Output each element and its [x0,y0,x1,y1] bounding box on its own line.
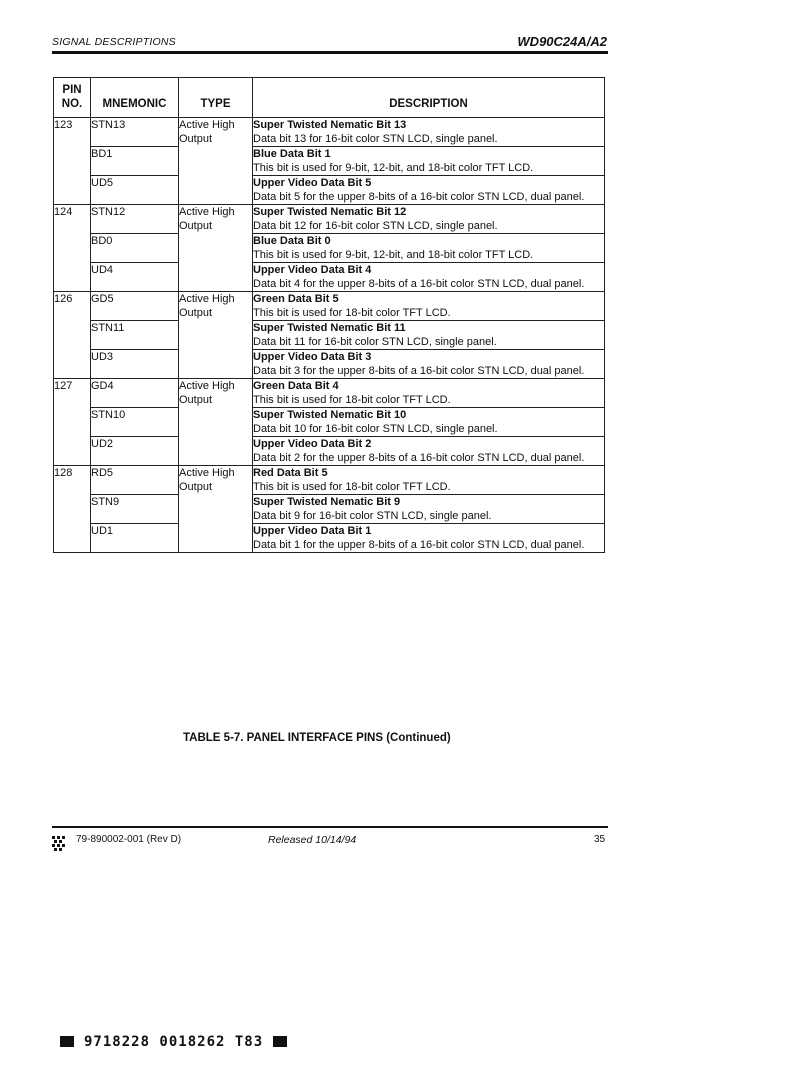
description [253,147,605,176]
table-row [54,234,605,263]
mnemonic: BD1 [91,147,179,176]
pin-type-line: Active High [179,119,235,131]
mnemonic: UD1 [91,524,179,553]
description-title: Super Twisted Nematic Bit 12 [253,206,407,218]
description [253,292,605,321]
description-text: Data bit 4 for the upper 8-bits of a 16-bit color STN LCD, dual panel. [253,278,585,290]
mnemonic: STN13 [91,118,179,147]
panel-interface-pins-table [53,77,605,553]
solid-block-icon [60,1036,74,1047]
description-title: Upper Video Data Bit 4 [253,264,372,276]
description-text: This bit is used for 18-bit color TFT LCD. [253,394,451,406]
pin-number: 126 [54,292,91,379]
table-row [54,379,605,408]
column-header-pin-line1: PIN [62,84,82,96]
pin-type [179,466,253,553]
mnemonic: UD5 [91,176,179,205]
footer-doc-number: 79-890002-001 (Rev D) [76,834,182,845]
description-text: This bit is used for 9-bit, 12-bit, and 18-bit color TFT LCD. [253,249,534,261]
column-header-mnemonic: MNEMONIC [91,78,179,118]
description [253,321,605,350]
description [253,118,605,147]
pin-type-line: Output [179,307,213,319]
table-row [54,437,605,466]
table-row [54,350,605,379]
footer-page-number: 35 [594,834,606,845]
barcode-line [60,1034,287,1050]
pin-type [179,379,253,466]
header-section-title: SIGNAL DESCRIPTIONS [52,36,176,48]
solid-block-icon [273,1036,287,1047]
description [253,495,605,524]
table-row [54,205,605,234]
mnemonic: GD5 [91,292,179,321]
pin-number: 127 [54,379,91,466]
description-text: This bit is used for 9-bit, 12-bit, and 18-bit color TFT LCD. [253,162,534,174]
description-title: Upper Video Data Bit 5 [253,177,372,189]
description [253,205,605,234]
table-row [54,118,605,147]
pin-type [179,292,253,379]
mnemonic: BD0 [91,234,179,263]
wd-logo-icon [52,834,66,854]
pin-number: 123 [54,118,91,205]
description [253,408,605,437]
description-text: Data bit 11 for 16-bit color STN LCD, single panel. [253,336,497,348]
table-row [54,147,605,176]
mnemonic: UD2 [91,437,179,466]
pin-type-line: Active High [179,206,235,218]
pin-number: 124 [54,205,91,292]
table-row [54,466,605,495]
column-header-type: TYPE [179,78,253,118]
pin-type-line: Active High [179,380,235,392]
mnemonic: STN9 [91,495,179,524]
header-rule [52,51,608,54]
pin-type-line: Active High [179,467,235,479]
pin-type-line: Active High [179,293,235,305]
description-title: Upper Video Data Bit 2 [253,438,372,450]
mnemonic: UD4 [91,263,179,292]
description-text: This bit is used for 18-bit color TFT LCD. [253,481,451,493]
mnemonic: STN10 [91,408,179,437]
footer-release-date: Released 10/14/94 [268,834,357,846]
barcode-text: 9718228 0018262 T83 [84,1034,264,1050]
description-text: Data bit 9 for 16-bit color STN LCD, single panel. [253,510,492,522]
table-caption: TABLE 5-7. PANEL INTERFACE PINS (Continued) [183,732,451,744]
table-body [54,118,605,553]
description-text: Data bit 13 for 16-bit color STN LCD, single panel. [253,133,498,145]
description-title: Upper Video Data Bit 3 [253,351,372,363]
description-title: Super Twisted Nematic Bit 9 [253,496,401,508]
description [253,234,605,263]
description-title: Upper Video Data Bit 1 [253,525,372,537]
column-header-description: DESCRIPTION [253,78,605,118]
description-text: Data bit 10 for 16-bit color STN LCD, single panel. [253,423,498,435]
mnemonic: RD5 [91,466,179,495]
mnemonic: UD3 [91,350,179,379]
description [253,524,605,553]
description-text: This bit is used for 18-bit color TFT LCD. [253,307,451,319]
pin-type-line: Output [179,133,213,145]
description [253,263,605,292]
description [253,176,605,205]
table-row [54,524,605,553]
description-text: Data bit 1 for the upper 8-bits of a 16-bit color STN LCD, dual panel. [253,539,585,551]
pin-number: 128 [54,466,91,553]
pin-type-line: Output [179,220,213,232]
mnemonic: STN11 [91,321,179,350]
description [253,379,605,408]
description-title: Blue Data Bit 0 [253,235,331,247]
mnemonic: STN12 [91,205,179,234]
description-text: Data bit 5 for the upper 8-bits of a 16-bit color STN LCD, dual panel. [253,191,585,203]
description-title: Green Data Bit 4 [253,380,339,392]
table-row [54,292,605,321]
pin-type [179,118,253,205]
column-header-pin [54,78,91,118]
pin-type-line: Output [179,394,213,406]
column-header-pin-line2: NO. [61,98,83,110]
description-title: Super Twisted Nematic Bit 11 [253,322,406,334]
description-title: Blue Data Bit 1 [253,148,331,160]
description [253,437,605,466]
pin-type [179,205,253,292]
header-part-number: WD90C24A/A2 [517,34,607,49]
table-row [54,263,605,292]
description [253,350,605,379]
footer-rule [52,826,608,828]
description [253,466,605,495]
description-title: Green Data Bit 5 [253,293,339,305]
table-row [54,495,605,524]
description-title: Super Twisted Nematic Bit 10 [253,409,407,421]
pin-type-line: Output [179,481,213,493]
table-header-row [54,78,605,118]
mnemonic: GD4 [91,379,179,408]
table-row [54,408,605,437]
table-row [54,176,605,205]
description-text: Data bit 3 for the upper 8-bits of a 16-bit color STN LCD, dual panel. [253,365,585,377]
description-text: Data bit 2 for the upper 8-bits of a 16-bit color STN LCD, dual panel. [253,452,585,464]
table-row [54,321,605,350]
description-title: Super Twisted Nematic Bit 13 [253,119,407,131]
description-title: Red Data Bit 5 [253,467,328,479]
description-text: Data bit 12 for 16-bit color STN LCD, single panel. [253,220,498,232]
